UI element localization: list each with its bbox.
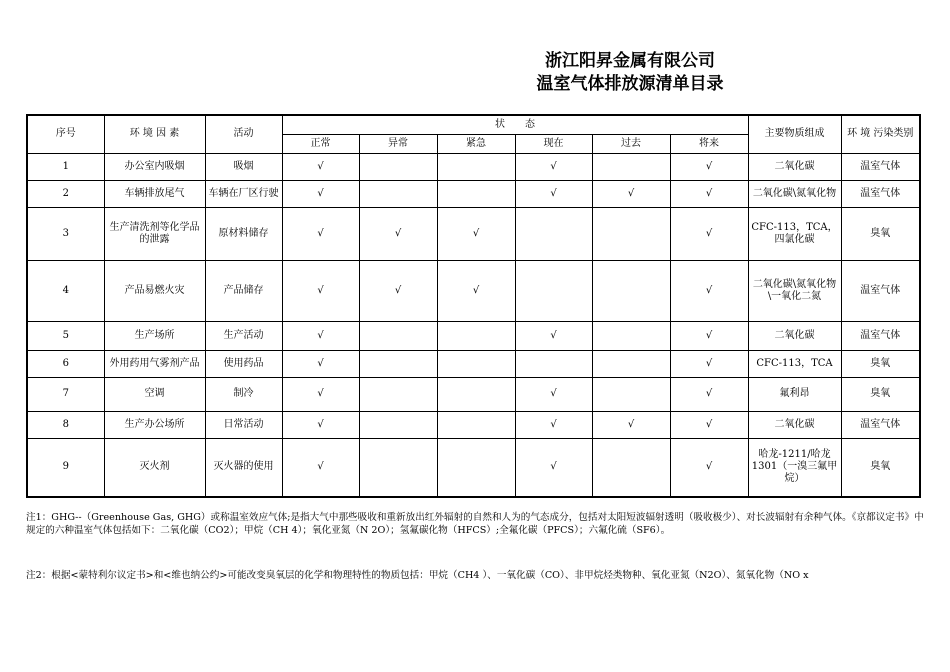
cell-abnormal xyxy=(359,438,437,497)
header-past: 过去 xyxy=(592,134,670,153)
cell-now: √ xyxy=(515,153,592,180)
table-row xyxy=(27,180,920,207)
cell-category: 臭氧 xyxy=(841,207,920,260)
cell-category: 臭氧 xyxy=(841,377,920,411)
cell-future: √ xyxy=(670,260,748,321)
cell-substance: 二氧化碳 xyxy=(748,411,841,438)
cell-factor: 生产办公场所 xyxy=(104,411,205,438)
note-ozone: 注2：根据<蒙特利尔议定书>和<维也纳公约>可能改变臭氧层的化学和物理特性的物质包括：甲烷（CH4 ）、一氧化碳（CO）、非甲烷烃类物种、氧化亚氮（N2O）、氮氧化物（NO x xyxy=(26,570,809,581)
cell-emergency xyxy=(437,438,515,497)
header-now: 现在 xyxy=(515,134,592,153)
cell-seq: 2 xyxy=(27,180,104,207)
cell-now: √ xyxy=(515,411,592,438)
cell-future: √ xyxy=(670,153,748,180)
cell-future: √ xyxy=(670,411,748,438)
cell-activity: 生产活动 xyxy=(205,321,282,350)
header-factor: 环 境 因 素 xyxy=(104,115,205,153)
cell-abnormal xyxy=(359,153,437,180)
cell-seq: 4 xyxy=(27,260,104,321)
cell-substance: 二氧化碳\氮氧化物\一氧化二氮 xyxy=(748,260,841,321)
cell-normal: √ xyxy=(282,377,359,411)
cell-activity: 制冷 xyxy=(205,377,282,411)
cell-now: √ xyxy=(515,180,592,207)
cell-seq: 7 xyxy=(27,377,104,411)
page-title: 温室气体排放源清单目录 xyxy=(536,74,724,94)
cell-activity: 产品储存 xyxy=(205,260,282,321)
cell-category: 温室气体 xyxy=(841,180,920,207)
cell-category: 温室气体 xyxy=(841,411,920,438)
cell-abnormal: √ xyxy=(359,207,437,260)
header-activity: 活动 xyxy=(205,115,282,153)
cell-substance: 二氧化碳\氮氧化物 xyxy=(748,180,841,207)
cell-seq: 5 xyxy=(27,321,104,350)
cell-seq: 1 xyxy=(27,153,104,180)
table-row xyxy=(27,438,920,497)
header-status: 状 态 xyxy=(282,115,748,134)
cell-factor: 生产清洗剂等化学品的泄露 xyxy=(104,207,205,260)
cell-activity: 车辆在厂区行驶 xyxy=(205,180,282,207)
cell-emergency xyxy=(437,180,515,207)
cell-abnormal: √ xyxy=(359,260,437,321)
cell-abnormal xyxy=(359,321,437,350)
cell-seq: 9 xyxy=(27,438,104,497)
cell-past: √ xyxy=(592,180,670,207)
cell-substance: 哈龙-1211/哈龙1301（一溴三氟甲烷） xyxy=(748,438,841,497)
cell-normal: √ xyxy=(282,153,359,180)
table-row xyxy=(27,260,920,321)
header-normal: 正常 xyxy=(282,134,359,153)
cell-category: 臭氧 xyxy=(841,350,920,377)
cell-substance: 二氧化碳 xyxy=(748,321,841,350)
table-row xyxy=(27,411,920,438)
cell-now: √ xyxy=(515,438,592,497)
cell-emergency xyxy=(437,321,515,350)
cell-normal: √ xyxy=(282,260,359,321)
cell-past xyxy=(592,377,670,411)
header-seq: 序号 xyxy=(27,115,104,153)
cell-emergency xyxy=(437,377,515,411)
cell-factor: 车辆排放尾气 xyxy=(104,180,205,207)
cell-emergency xyxy=(437,350,515,377)
cell-seq: 6 xyxy=(27,350,104,377)
cell-substance: CFC-113，TCA，四氯化碳 xyxy=(748,207,841,260)
cell-now xyxy=(515,350,592,377)
cell-substance: CFC-113，TCA xyxy=(748,350,841,377)
note-ghg: 注1：GHG--（Greenhouse Gas, GHG）或称温室效应气体;是指大气中那些吸收和重新放出红外辐射的自然和人为的气态成分，包括对太阳短波辐射透明（吸收极少）、对长波辐射有余种气体。《京都议定书》中规定的六种温室气体包括如下：二氧化碳（CO2）；甲烷（CH 4）；氧化亚氮（N 2O）；氢氟碳化物（HFCS）;全氟化碳（PFCS）；六氟化硫（SF6）。 xyxy=(26,512,924,536)
header-substance: 主要物质组成 xyxy=(748,115,841,153)
cell-future: √ xyxy=(670,180,748,207)
cell-seq: 8 xyxy=(27,411,104,438)
cell-abnormal xyxy=(359,411,437,438)
cell-past xyxy=(592,260,670,321)
cell-category: 臭氧 xyxy=(841,438,920,497)
cell-emergency: √ xyxy=(437,260,515,321)
cell-past xyxy=(592,350,670,377)
cell-activity: 原材料储存 xyxy=(205,207,282,260)
cell-past xyxy=(592,321,670,350)
cell-substance: 二氧化碳 xyxy=(748,153,841,180)
cell-category: 温室气体 xyxy=(841,153,920,180)
cell-now: √ xyxy=(515,377,592,411)
company-name: 浙江阳昇金属有限公司 xyxy=(545,51,715,71)
cell-activity: 灭火器的使用 xyxy=(205,438,282,497)
cell-category: 温室气体 xyxy=(841,260,920,321)
cell-emergency: √ xyxy=(437,207,515,260)
cell-normal: √ xyxy=(282,438,359,497)
cell-normal: √ xyxy=(282,321,359,350)
cell-future: √ xyxy=(670,377,748,411)
table-row xyxy=(27,321,920,350)
cell-past: √ xyxy=(592,411,670,438)
cell-category: 温室气体 xyxy=(841,321,920,350)
cell-future: √ xyxy=(670,321,748,350)
cell-activity: 使用药品 xyxy=(205,350,282,377)
cell-normal: √ xyxy=(282,411,359,438)
cell-past xyxy=(592,153,670,180)
cell-abnormal xyxy=(359,377,437,411)
cell-now xyxy=(515,207,592,260)
cell-future: √ xyxy=(670,350,748,377)
header-category: 环 境 污染类别 xyxy=(841,115,920,153)
table-row xyxy=(27,207,920,260)
cell-future: √ xyxy=(670,438,748,497)
cell-now xyxy=(515,260,592,321)
cell-factor: 灭火剂 xyxy=(104,438,205,497)
cell-normal: √ xyxy=(282,207,359,260)
cell-substance: 氟利昂 xyxy=(748,377,841,411)
cell-abnormal xyxy=(359,180,437,207)
cell-factor: 空调 xyxy=(104,377,205,411)
cell-abnormal xyxy=(359,350,437,377)
cell-past xyxy=(592,438,670,497)
cell-past xyxy=(592,207,670,260)
cell-factor: 办公室内吸烟 xyxy=(104,153,205,180)
header-emergency: 紧急 xyxy=(437,134,515,153)
cell-factor: 外用药用气雾剂产品 xyxy=(104,350,205,377)
cell-activity: 吸烟 xyxy=(205,153,282,180)
header-abnormal: 异常 xyxy=(359,134,437,153)
cell-factor: 产品易燃火灾 xyxy=(104,260,205,321)
cell-emergency xyxy=(437,153,515,180)
header-future: 将来 xyxy=(670,134,748,153)
cell-normal: √ xyxy=(282,180,359,207)
cell-normal: √ xyxy=(282,350,359,377)
table-row xyxy=(27,153,920,180)
cell-activity: 日常活动 xyxy=(205,411,282,438)
cell-factor: 生产场所 xyxy=(104,321,205,350)
emission-source-table xyxy=(26,114,921,498)
cell-now: √ xyxy=(515,321,592,350)
cell-future: √ xyxy=(670,207,748,260)
table-row xyxy=(27,377,920,411)
table-row xyxy=(27,350,920,377)
cell-seq: 3 xyxy=(27,207,104,260)
cell-emergency xyxy=(437,411,515,438)
